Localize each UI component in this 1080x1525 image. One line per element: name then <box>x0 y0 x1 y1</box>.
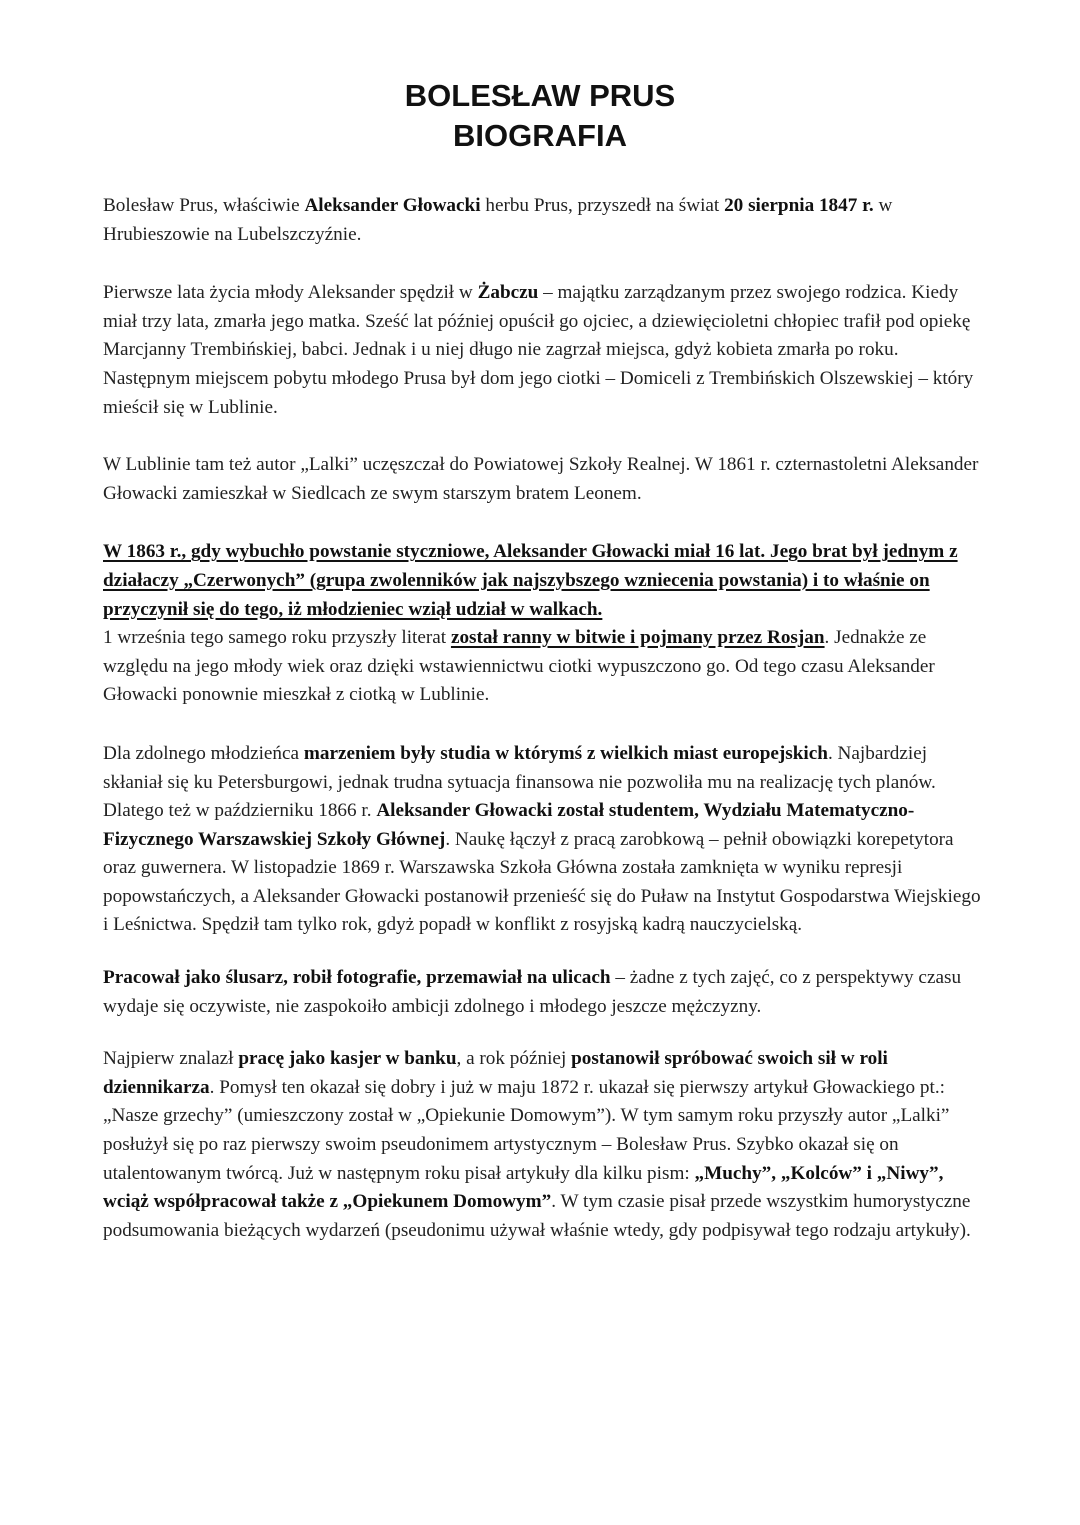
text-span: w Hrubieszowie na Lubelszczyźnie. <box>103 195 893 245</box>
bold-span: „Muchy”, „Kolców” i „Niwy”, wciąż współpracował także z „Opiekunem Domowym” <box>103 1162 944 1213</box>
text-span: . W tym czasie pisał przede wszystkim humorystyczne podsumowania bieżących wydarzeń (pseudonimu używał właśnie wtedy, gdy podpisywał tego rodzaju artykuły). <box>103 1191 971 1241</box>
text-span: Dla zdolnego młodzieńca <box>103 742 304 764</box>
title-line-subtitle: BIOGRAFIA <box>453 118 627 153</box>
document-body <box>103 192 983 1245</box>
bold-span: Aleksander Głowacki został studentem, Wydziału Matematyczno-Fizycznego Warszawskiej Szkoły Głównej <box>103 800 915 850</box>
bold-span: Żabczu <box>477 282 539 304</box>
text-span: . Naukę łączył z pracą zarobkową – pełnił obowiązki korepetytora oraz guwernera. W listopadzie 1869 r. Warszawska Szkoła Główna została zamknięta w wyniku represji popowstańczych, a Aleksander Głowacki postanowił przenieść się do Puław na Instytut Gospodarstwa Wiejskiego i Leśnictwa. Spędził tam tylko rok, gdyż popadł w konflikt z rosyjską kadrą nauczycielską. <box>103 828 981 936</box>
underlined-bold-span: W 1863 r., gdy wybuchło powstanie styczniowe, Aleksander Głowacki miał 16 lat. Jego brat był jednym z działaczy „Czerwonych” (grupa zwolenników jak najszybszego wzniecenia powstania) i to właśnie on przyczynił się do tego, iż młodzieniec wziął udział w walkach. <box>103 541 958 620</box>
paragraph-studies <box>103 740 983 940</box>
bold-span: postanowił spróbować swoich sił w roli dziennikarza <box>103 1048 888 1098</box>
paragraph-childhood <box>103 279 983 422</box>
bold-span: 20 sierpnia 1847 r. <box>724 195 874 216</box>
paragraph-birth <box>103 192 983 249</box>
text-span: , a rok później <box>456 1048 572 1070</box>
text-span: Bolesław Prus, właściwie <box>103 195 305 216</box>
text-span: Najpierw znalazł <box>103 1048 239 1070</box>
text-span: . Pomysł ten okazał się dobry i już w maju 1872 r. ukazał się pierwszy artykuł Głowackiego pt.: „Nasze grzechy” (umieszczony został w „Opiekunie Domowym”). W tym samym roku przyszły autor „Lalki” posłużył się po raz pierwszy swoim pseudonimem artystycznym – Bolesław Prus. Szybko okazał się on utalentowanym twórcą. Już w następnym roku pisał artykuły dla kilku pism: <box>103 1076 950 1184</box>
bold-span: pracę jako kasjer w banku <box>238 1048 457 1070</box>
text-span: – majątku zarządzanym przez swojego rodzica. Kiedy miał trzy lata, zmarła jego matka. Sześć lat później opuścił go ojciec, a dziewięcioletni chłopiec trafił pod opiekę Marcjanny Trembińskiej, babci. Jednak i u niej długo nie zagrzał miejsca, gdyż kobieta zmarła po roku. Następnym miejscem pobytu młodego Prusa był dom jego ciotki – Domiceli z Trembińskich Olszewskiej – który mieścił się w Lublinie. <box>103 282 974 418</box>
text-span: . Jednakże ze względu na jego młody wiek oraz dzięki wstawiennictwu ciotki wypuszczono go. Od tego czasu Aleksander Głowacki ponownie mieszkał z ciotką w Lublinie. <box>103 627 935 706</box>
document-title <box>0 76 1080 156</box>
bold-span: Pracował jako ślusarz, robił fotografie, przemawiał na ulicach <box>103 967 611 989</box>
text-span: 1 września tego samego roku przyszły literat <box>103 627 451 649</box>
paragraph-uprising <box>103 538 983 710</box>
text-span: herbu Prus, przyszedł na świat <box>480 195 725 216</box>
bold-span: marzeniem były studia w którymś z wielkich miast europejskich <box>303 742 828 764</box>
text-span: W Lublinie tam też autor „Lalki” uczęszczał do Powiatowej Szkoły Realnej. W 1861 r. czternastoletni Aleksander Głowacki zamieszkał w Siedlcach ze swym starszym bratem Leonem. <box>103 454 979 504</box>
text-span: . Najbardziej skłaniał się ku Petersburgowi, jednak trudna sytuacja finansowa nie pozwoliła mu na realizację tych planów. Dlatego też w październiku 1866 r. <box>103 742 936 822</box>
text-span: – żadne z tych zajęć, co z perspektywy czasu wydaje się oczywiste, nie zaspokoiło ambicji zdolnego i młodego jeszcze mężczyzny. <box>103 967 962 1017</box>
paragraph-jobs <box>103 964 983 1021</box>
title-line-name: BOLESŁAW PRUS <box>404 78 676 113</box>
text-span: Pierwsze lata życia młody Aleksander spędził w <box>103 282 478 304</box>
paragraph-journalism <box>103 1045 983 1245</box>
paragraph-school <box>103 451 983 508</box>
underlined-bold-span: został ranny w bitwie i pojmany przez Rosjan <box>450 627 825 649</box>
bold-span: Aleksander Głowacki <box>304 195 481 216</box>
